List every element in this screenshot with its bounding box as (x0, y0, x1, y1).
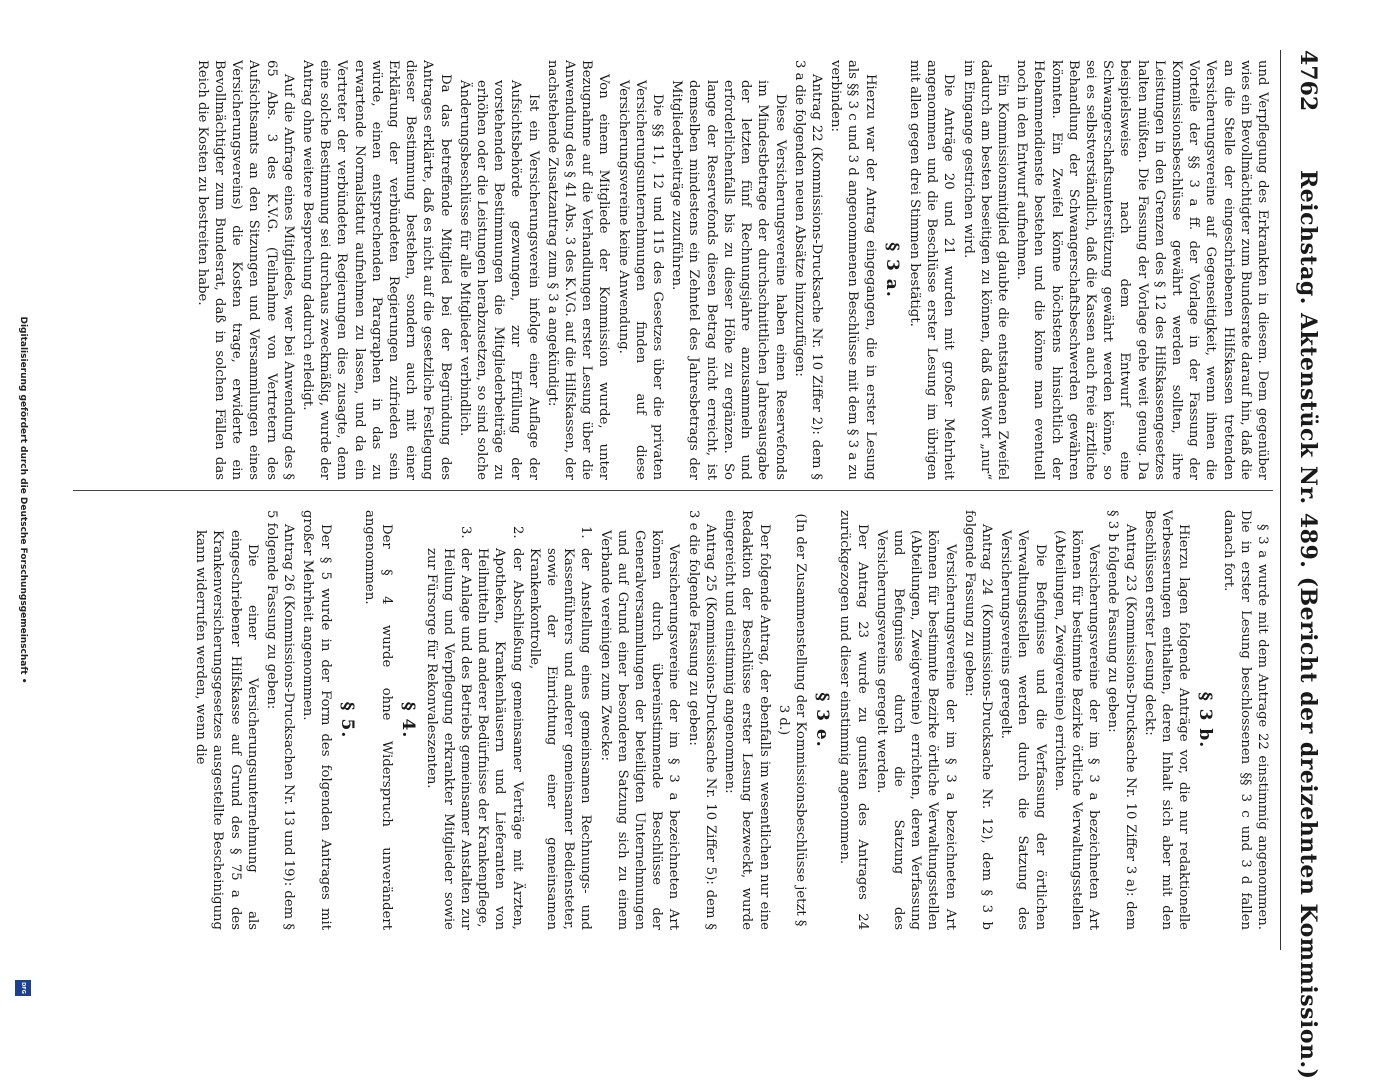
quoted-text: Versicherungsvereine der im § 3 a bezeichneten Art können für bestimmte Bezirke örtliche Verwaltungsstellen (Abteilungen, Zweigvereine) errichten. (1051, 530, 1102, 930)
quoted-text: Die Befugnisse und die Verfassung der örtlichen Verwaltungsstellen werden durch die Satzung des Versicherungsvereins geregelt. (998, 530, 1048, 930)
motion-paragraph: Antrag 23 (Kommissions-Drucksache Nr. 10 Ziffer 3 a): dem § 3 b folgende Fassung zu geben: (1105, 510, 1138, 930)
dfg-logo: DFG (15, 980, 31, 996)
motion-paragraph: Antrag 24 (Kommissions-Drucksache Nr. 12), dem § 3 b folgende Fassung zu geben: (961, 510, 994, 930)
paragraph: und Verpflegung des Erkrankten in diesem. Dem gegenüber wies ein Bevollmächtigter zum Bundesrate darauf hin, daß die an die Stelle der eingeschriebenen Hilfskassen tretenden Versicherungsvereine auf Gegenseitigkeit, wenn ihnen die Vorteile der §§ 3 a ff. der Vorlage in der Fassung der Kommissionsbeschlüsse gewährt werden sollten, ihre Leistungen in den Grenzen des § 12 des Hilfskassengesetzes halten müßten. Die Fassung der Vorlage gehe weit genug. Da beispielsweise nach dem Entwurf eine Schwangerschaftsunterstützung gewährt werden könne, so sei es selbstverständlich, daß die Kassen auch freie ärztliche Behandlung der Schwangerschaftsbeschwerden gewähren könnten. Ein Zweifel könne höchstens hinsichtlich der Hebammendienste bestehen und die könne man eventuell noch in den Entwurf aufnehmen. (1014, 60, 1270, 480)
section-heading-3b: § 3 b. (1195, 691, 1216, 749)
quoted-text: Versicherungsvereine der im § 3 a bezeichneten Art können durch übereinstimmende Beschlüsse der Generalversammlungen der beteiligten Unternehmungen und auf Grund einer besonderen Satzung sich zu einem Verbande vereinigen zum Zwecke: (597, 530, 682, 930)
paragraph: Von einem Mitgliede der Kommission wurde, unter Bezugnahme auf die Verhandlungen erster Lesung über die Anwendung des § 41 Abs. 3 des K.V.G. auf die Hilfskassen, der nachstehende Zusatzantrag zum § 3 a angekündigt: (544, 60, 612, 480)
running-title: Reichstag. Aktenstück Nr. 489. (Bericht der dreizehnten Kommission.) (1295, 170, 1321, 1080)
motion-paragraph: Antrag 25 (Kommissions-Drucksache Nr. 10 Ziffer 5): dem § 3 e die folgende Fassung zu geben: (685, 510, 718, 930)
quoted-text: Diese Versicherungsvereine haben einen Reservefonds im Mindestbetrage der durchschnittlichen Jahresausgabe der letzten fünf Rechnungsjahre anzusammeln und erforderlichenfalls bis zu dieser Höhe zu ergänzen. So lange der Reservefonds diesen Betrag nicht erreicht, ist demselben mindestens ein Zehntel des Jahresbetrags der Mitgliederbeiträge zuzuführen. (669, 80, 788, 480)
paragraph: Ein Kommissionsmitglied glaubte die entstandenen Zweifel dadurch am besten beseitigen zu können, daß das Wort „nur“ im Eingange gestrichen wird. (960, 60, 1010, 480)
section-heading-3e: § 3 e. (812, 692, 833, 748)
section-heading-4: § 4. (398, 701, 419, 739)
quoted-text: Die §§ 11, 12 und 115 des Gesetzes über die privaten Versicherungsunternehmungen finden auf diese Versicherungsvereine keine Anwendung. (615, 80, 666, 480)
page-number: 4762 (1295, 50, 1321, 112)
list-item: 2. der Abschließung gemeinsamer Verträge mit Ärzten, Apotheken, Krankenhäusern und Lieferanten von Heilmitteln und anderer Bedürfnisse der Krankenpflege, (475, 526, 525, 930)
section-heading-5: § 5. (336, 701, 357, 739)
quoted-text: Die einer Versicherungsunternehmung als eingeschriebener Hilfskasse auf Grund des § 75 a des Krankenversicherungsgesetzes ausgestellte Bescheinigung kann widerrufen werden, wenn die (193, 530, 260, 930)
paragraph: Auf die Anfrage eines Mitgliedes, wer bei Anwendung des § 65 Abs. 3 des K.V.G. (Teilnahme von Vertretern des Aufsichtsamts an den Sitzungen und Versammlungen eines Versicherungsvereins) die Kosten trage, erwiderte ein Bevollmächtigter zum Bundesrat, daß in solchen Fällen das Reich die Kosten zu bestreiten habe. (194, 60, 296, 480)
page-header (1281, 50, 1325, 1080)
list-item: 3. der Anlage und des Betriebs gemeinsamer Anstalten zur Heilung und Verpflegung erkrankter Mitglieder sowie zur Fürsorge für Rekonvaleszenten. (423, 526, 474, 930)
motion-paragraph: Antrag 26 (Kommissions-Drucksachen Nr. 13 und 19): dem § 5 folgende Fassung zu geben: (264, 510, 297, 930)
quoted-text: Ist ein Versicherungsverein infolge einer Auflage der Aufsichtsbehörde gezwungen, zur Erfüllung der vorstehenden Bestimmungen die Mitgliederbeiträge zu erhöhen oder die Leistungen herabzusetzen, so sind solche Änderungsbeschlüsse für alle Mitglieder verbindlich. (456, 80, 541, 480)
paragraph: Der § 4 wurde ohne Widerspruch unverändert angenommen. (362, 510, 395, 930)
paragraph: Der Antrag 23 wurde zu gunsten des Antrages 24 zurückgezogen und dieser einstimmig angenommen. (837, 510, 870, 930)
section-heading-3a: § 3 a. (881, 242, 902, 298)
purpose-list (422, 510, 594, 930)
list-item: 1. der Anstellung eines gemeinsamen Rechnungs- und Kassenführers und anderer gemeinsamer Bediensteter, sowie der Einrichtung einer gemeinsamen Krankenkontrolle, (526, 526, 594, 930)
paragraph: Hierzu lagen folgende Anträge vor, die nur redaktionelle Verbesserungen enthalten, deren Inhalt sich aber mit den Beschlüssen erster Lesung deckt: (1141, 510, 1192, 930)
paragraph: Der § 5 wurde in der Form des folgenden Antrages mit großer Mehrheit angenommen. (300, 510, 333, 930)
quoted-text: Versicherungsvereine der im § 3 a bezeichneten Art können für bestimmte Bezirke örtliche Verwaltungsstellen (Abteilungen, Zweigvereine) errichten, deren Verfassung und Befugnisse durch die Satzung des Versicherungsvereins geregelt werden. (873, 530, 958, 930)
paragraph: § 3 a wurde mit dem Antrage 22 einstimmig angenommen. Die in erster Lesung beschlossenen §§ 3 c und 3 d fallen danach fort. (1220, 510, 1270, 930)
paragraph: Der folgende Antrag, der ebenfalls im wesentlichen nur eine Redaktion der Beschlüsse erster Lesung bezweckt, wurde eingereicht und einstimmig angenommen: (722, 510, 772, 930)
column-divider (73, 490, 1273, 491)
section-note: (In der Zusammenstellung der Kommissionsbeschlüsse jetzt § 3 d.) (775, 513, 808, 927)
digitization-credit: Digitalisierung gefördert durch die Deutsche Forschungsgemeinschaft • (18, 316, 28, 684)
paragraph: Hierzu war der Antrag eingegangen, die in erster Lesung als §§ 3 c und 3 d angenommenen Beschlüsse mit dem § 3 a zu verbinden: (828, 60, 878, 480)
paragraph: Die Anträge 20 und 21 wurden mit großer Mehrheit angenommen und die Beschlüsse erster Lesung im übrigen mit allen gegen drei Stimmen bestätigt. (906, 60, 957, 480)
right-column (71, 510, 1271, 930)
header-rule (1280, 50, 1281, 950)
motion-paragraph: Antrag 22 (Kommissions-Drucksache Nr. 10 Ziffer 2): dem § 3 a die folgenden neuen Absätze hinzuzufügen: (791, 60, 824, 480)
left-column (71, 60, 1271, 480)
paragraph: Da das betreffende Mitglied bei der Begründung des Antrages erklärte, daß es nicht auf die gesetzliche Festlegung dieser Bestimmung bestehen, sondern auch mit einer Erklärung der verbündeten Regierungen zufrieden sein würde, einen entsprechenden Paragraphen in das zu erwartende Normalstatut aufnehmen zu lassen, und da ein Vertreter der verbündeten Regierungen dies zusagte, denn eine solche Bestimmung sei durchaus zweckmäßig, wurde der Antrag ohne weitere Besprechung dadurch erledigt. (300, 60, 453, 480)
